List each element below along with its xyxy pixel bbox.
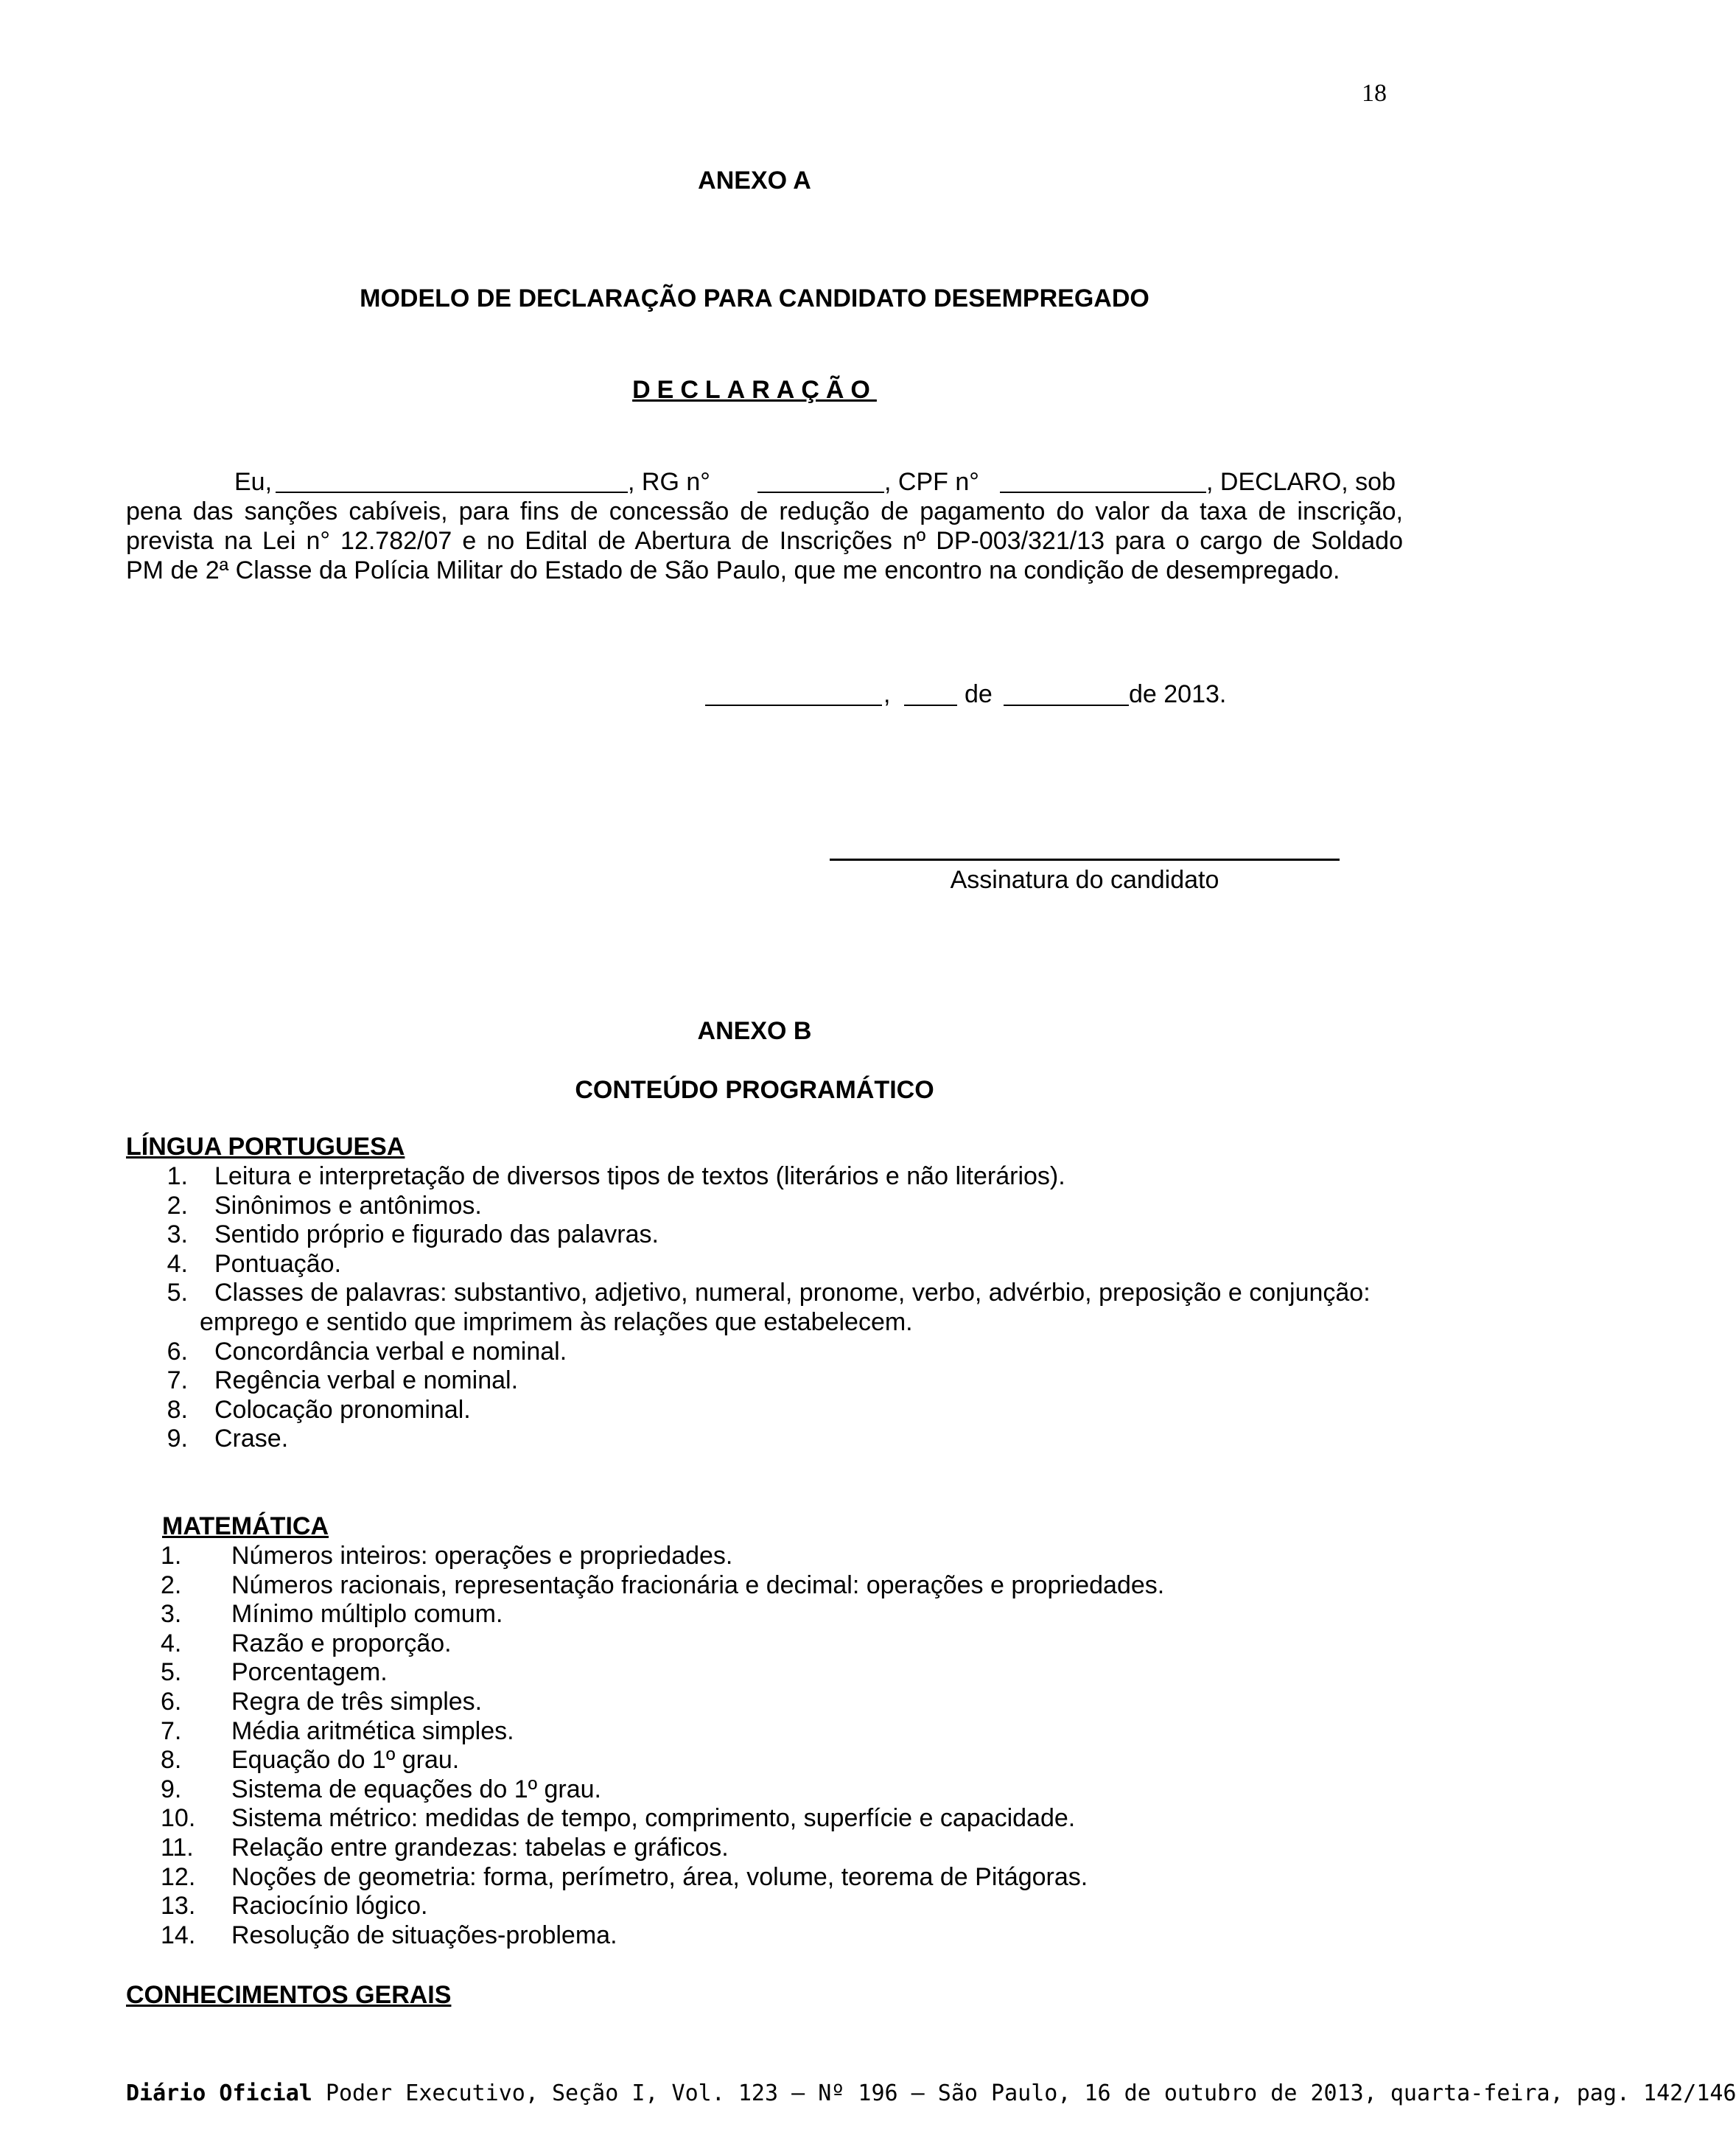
list-item: 8. Colocação pronominal. <box>167 1395 471 1424</box>
annex-b-subtitle: CONTEÚDO PROGRAMÁTICO <box>575 1076 934 1104</box>
list-item: 1. Leitura e interpretação de diversos tipos de textos (literários e não literários). <box>167 1162 1065 1190</box>
list-item: 12. Noções de geometria: forma, perímetro, área, volume, teorema de Pitágoras. <box>161 1862 1088 1891</box>
list-item: 13. Raciocínio lógico. <box>161 1892 428 1921</box>
list-item: 2. Sinônimos e antônimos. <box>167 1191 482 1220</box>
day-blank <box>904 682 957 706</box>
list-item: 5. Porcentagem. <box>161 1658 388 1687</box>
cpf-label: , CPF n° <box>884 468 979 496</box>
list-item: 9. Crase. <box>167 1425 289 1453</box>
declaration-title-wrap <box>0 376 1509 405</box>
list-item: 1. Números inteiros: operações e propriedades. <box>161 1542 733 1570</box>
declaro-label: , DECLARO, sob <box>1206 468 1396 496</box>
list-item: 5. Classes de palavras: substantivo, adjetivo, numeral, pronome, verbo, advérbio, preposição e conjunção: <box>167 1279 1371 1307</box>
list-item: 10. Sistema métrico: medidas de tempo, comprimento, superfície e capacidade. <box>161 1804 1076 1833</box>
matematica-title: MATEMÁTICA <box>162 1512 329 1540</box>
declaration-title: DECLARAÇÃO <box>632 376 877 404</box>
declaration-line-3: prevista na Lei n° 12.782/07 e no Edital de Abertura de Inscrições nº DP-003/321/13 para o cargo de Soldado <box>126 527 1403 555</box>
matematica-list <box>161 1542 1403 1950</box>
list-item: 3. Sentido próprio e figurado das palavras. <box>167 1220 659 1249</box>
city-blank <box>705 682 882 706</box>
rg-blank <box>757 469 884 493</box>
annex-b-title: ANEXO B <box>697 1017 812 1045</box>
annex-a-title: ANEXO A <box>698 167 811 195</box>
list-item: 9. Sistema de equações do 1º grau. <box>161 1775 601 1803</box>
eu-label: Eu, <box>234 468 273 496</box>
declaration-paragraph <box>126 467 1403 585</box>
footer <box>126 2080 1736 2106</box>
declaration-line-2: pena das sanções cabíveis, para fins de concessão de redução de pagamento do valor da taxa de inscrição, <box>126 497 1403 525</box>
list-item: 11. Relação entre grandezas: tabelas e gráficos. <box>161 1833 729 1862</box>
declaration-line-1 <box>126 467 1403 497</box>
footer-details: Poder Executivo, Seção I, Vol. 123 – Nº 196 – São Paulo, 16 de outubro de 2013, quarta-feira, pag. 142/146 <box>325 2080 1736 2106</box>
signature-line <box>830 859 1340 861</box>
list-item: 8. Equação do 1º grau. <box>161 1746 460 1775</box>
list-item: 4. Pontuação. <box>167 1249 342 1278</box>
list-item: 2. Números racionais, representação fracionária e decimal: operações e propriedades. <box>161 1570 1165 1599</box>
month-blank <box>1004 682 1129 706</box>
list-item: 6. Regra de três simples. <box>161 1687 483 1716</box>
annex-a-subtitle: MODELO DE DECLARAÇÃO PARA CANDIDATO DESEMPREGADO <box>360 284 1149 312</box>
lingua-portuguesa-list <box>126 1162 1403 1454</box>
list-item: 6. Concordância verbal e nominal. <box>167 1337 567 1366</box>
list-item-continuation: emprego e sentido que imprimem às relações que estabelecem. <box>200 1307 913 1336</box>
footer-publication: Diário Oficial <box>126 2080 312 2106</box>
name-blank <box>276 469 628 493</box>
declaration-line-4: PM de 2ª Classe da Polícia Militar do Estado de São Paulo, que me encontro na condição de desempregado. <box>126 556 1340 584</box>
list-item: 7. Média aritmética simples. <box>161 1716 514 1745</box>
list-item: 14. Resolução de situações-problema. <box>161 1921 617 1949</box>
signature-label: Assinatura do candidato <box>950 866 1219 894</box>
date-de-1: de <box>965 680 993 708</box>
date-comma: , <box>883 680 891 708</box>
list-item: 3. Mínimo múltiplo comum. <box>161 1600 503 1629</box>
page-number: 18 <box>1362 80 1387 107</box>
rg-label: , RG n° <box>628 468 710 496</box>
list-item: 7. Regência verbal e nominal. <box>167 1366 519 1395</box>
date-line <box>705 680 1236 710</box>
list-item: 4. Razão e proporção. <box>161 1629 452 1657</box>
lingua-portuguesa-title: LÍNGUA PORTUGUESA <box>126 1133 405 1161</box>
conhecimentos-gerais-title: CONHECIMENTOS GERAIS <box>126 1981 452 2009</box>
date-de-2: de 2013. <box>1129 680 1227 708</box>
cpf-blank <box>1000 469 1206 493</box>
